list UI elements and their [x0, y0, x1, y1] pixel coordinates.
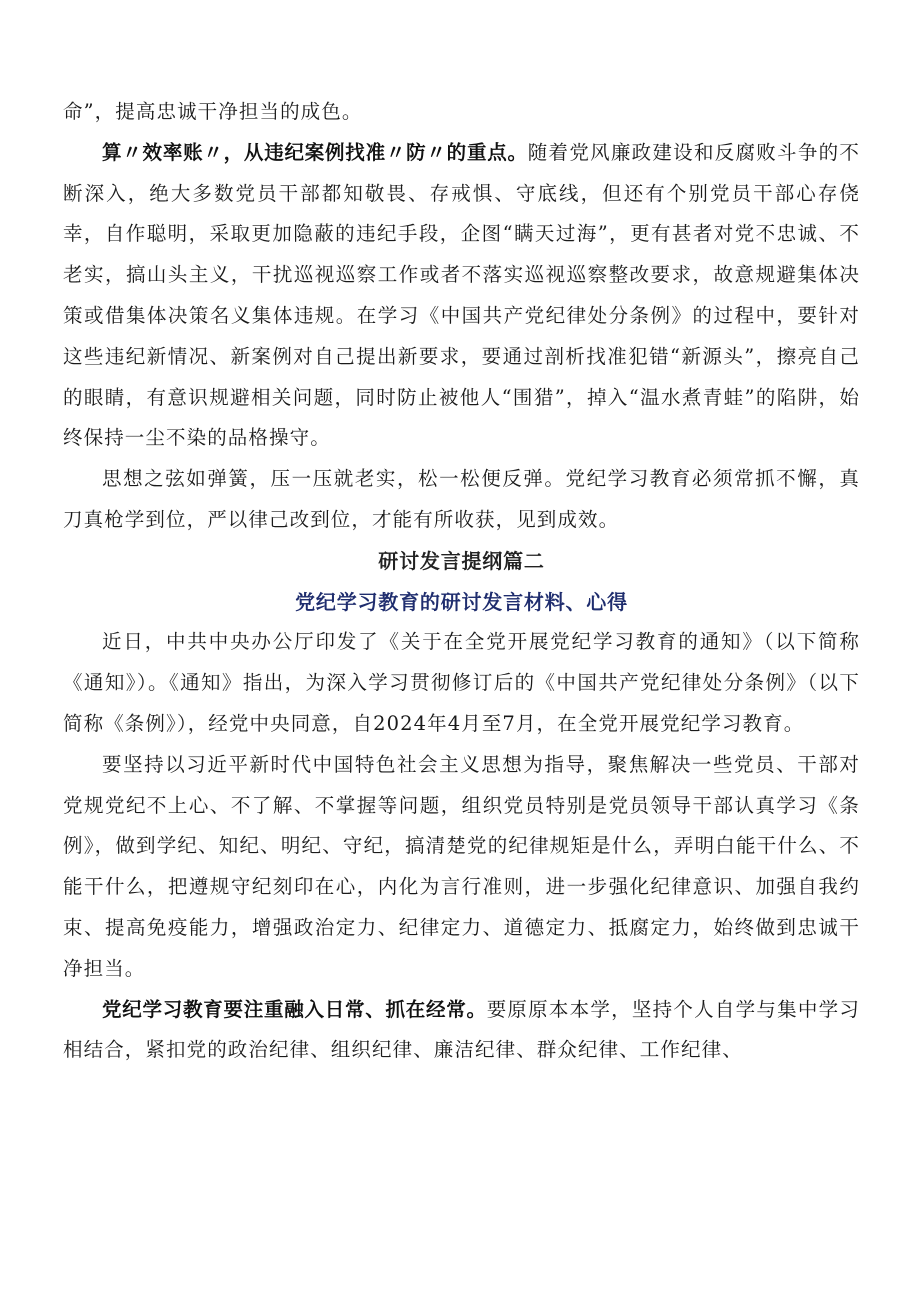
paragraph-lead-efficiency: 算〃效率账〃，从违纪案例找准〃防〃的重点。: [102, 140, 528, 164]
paragraph-thought-spring: 思想之弦如弹簧，压一压就老实，松一松便反弹。党纪学习教育必须常抓不懈，真刀真枪学到位，严以律己改到位，才能有所收获，见到成效。: [63, 467, 860, 531]
paragraph-guidance: 要坚持以习近平新时代中国特色社会主义思想为指导，聚焦解决一些党员、干部对党规党纪不上心、不了解、不掌握等问题，组织党员特别是党员领导干部认真学习《条例》，做到学纪、知纪、明纪、守纪，搞清楚党的纪律规矩是什么，弄明白能干什么、不能干什么，把遵规守纪刻印在心，内化为言行准则，进一步强化纪律意识、加强自我约束、提高免疫能力，增强政治定力、纪律定力、道德定力、抵腐定力，始终做到忠诚干净担当。: [63, 752, 860, 980]
paragraph-efficiency-account: [63, 133, 860, 459]
section-heading: 研讨发言提纲篇二: [378, 548, 545, 573]
section-subheading: 党纪学习教育的研讨发言材料、心得: [295, 589, 628, 614]
paragraph-body-daily: 要原原本本学，坚持个人自学与集中学习相结合，紧扣党的政治纪律、组织纪律、廉洁纪律、群众纪律、工作纪律、: [63, 997, 860, 1062]
paragraph-notice: 近日，中共中央办公厅印发了《关于在全党开展党纪学习教育的通知》（以下简称《通知》）。《通知》指出，为深入学习贯彻修订后的《中国共产党纪律处分条例》（以下简称《条例》），经党中央同意，自2024年4月至7月，在全党开展党纪学习教育。: [63, 630, 860, 735]
paragraph-lead-daily: 党纪学习教育要注重融入日常、抓在经常。: [102, 997, 487, 1021]
paragraph-continuation: 命”，提高忠诚干净担当的成色。: [63, 100, 363, 123]
paragraph-daily-study: [63, 990, 860, 1072]
paragraph-body-efficiency: 随着党风廉政建设和反腐败斗争的不断深入，绝大多数党员干部都知敬畏、存戒惧、守底线，但还有个别党员干部心存侥幸，自作聪明，采取更加隐蔽的违纪手段，企图“瞒天过海”，更有甚者对党不忠诚、不老实，搞山头主义，干扰巡视巡察工作或者不落实巡视巡察整改要求，故意规避集体决策或借集体决策名义集体违规。在学习《中国共产党纪律处分条例》的过程中，要针对这些违纪新情况、新案例对自己提出新要求，要通过剖析找准犯错“新源头”，擦亮自己的眼睛，有意识规避相关问题，同时防止被他人“围猎”，掉入“温水煮青蛙”的陷阱，始终保持一尘不染的品格操守。: [63, 140, 860, 450]
